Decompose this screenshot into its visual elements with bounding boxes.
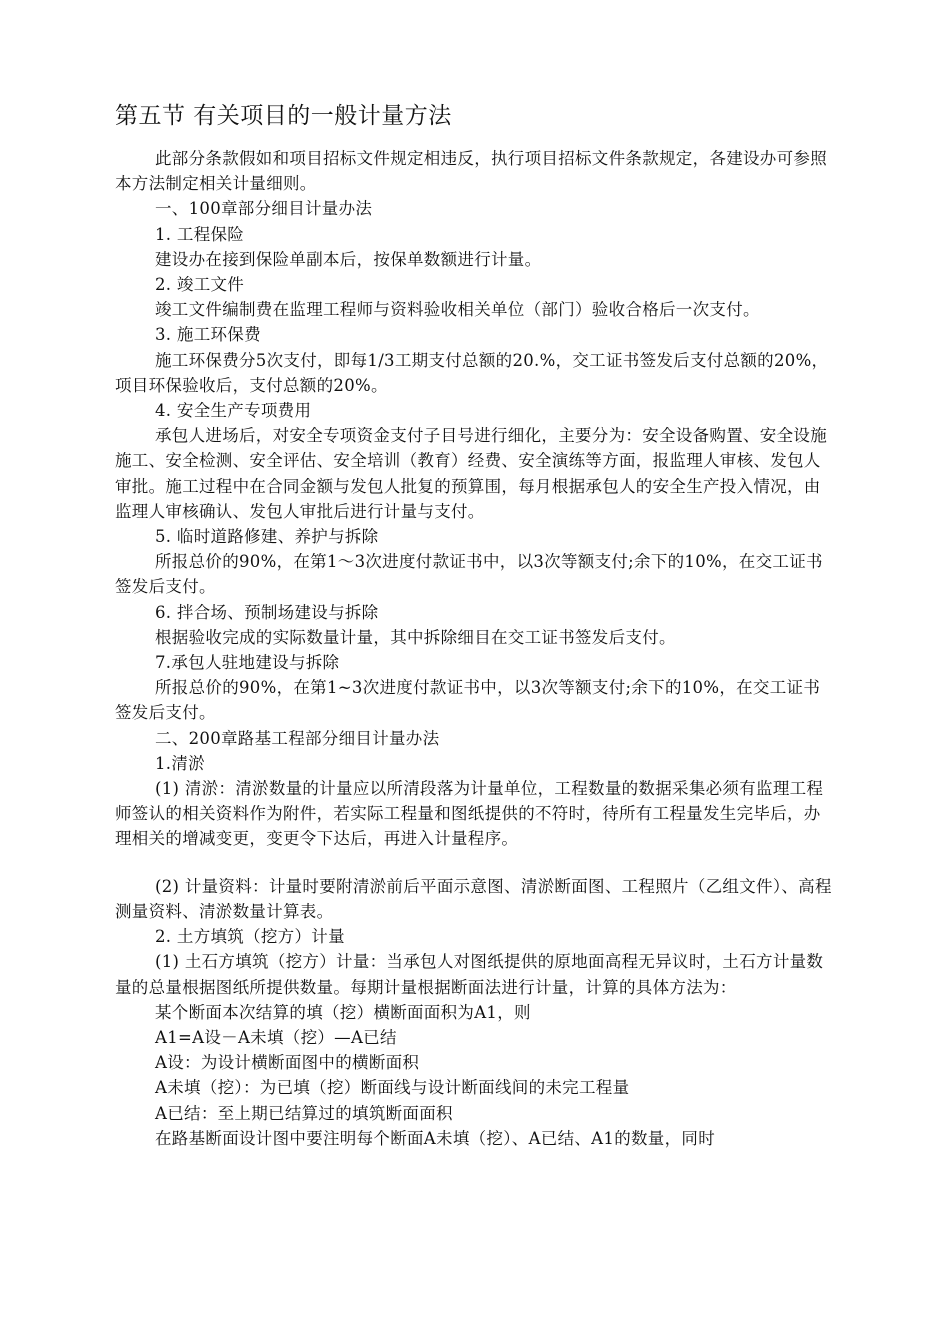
paragraph: 4. 安全生产专项费用 bbox=[155, 401, 312, 421]
paragraph: 3. 施工环保费 bbox=[155, 325, 261, 345]
paragraph: 所报总价的90%，在第1～3次进度付款证书中，以3次等额支付;余下的10%，在交工证书签发后支付。 bbox=[115, 552, 823, 597]
paragraph: 1. 工程保险 bbox=[155, 224, 245, 244]
paragraph: 所报总价的90%，在第1~3次进度付款证书中，以3次等额支付;余下的10%，在交工证书签发后支付。 bbox=[115, 678, 821, 723]
paragraph: 7.承包人驻地建设与拆除 bbox=[155, 653, 340, 673]
paragraph: 竣工文件编制费在监理工程师与资料验收相关单位（部门）验收合格后一次支付。 bbox=[155, 300, 760, 320]
document-body bbox=[115, 146, 835, 1151]
paragraph: (2) 计量资料：计量时要附清淤前后平面示意图、清淤断面图、工程照片（乙组文件）、高程测量资料、清淤数量计算表。 bbox=[115, 876, 832, 921]
paragraph: 6. 拌合场、预制场建设与拆除 bbox=[155, 602, 379, 622]
paragraph: 建设办在接到保险单副本后，按保单数额进行计量。 bbox=[155, 249, 542, 269]
paragraph-gap bbox=[115, 852, 835, 874]
paragraph: 1.清淤 bbox=[155, 753, 205, 773]
paragraph: 根据验收完成的实际数量计量，其中拆除细目在交工证书签发后支付。 bbox=[155, 627, 676, 647]
paragraph: 在路基断面设计图中要注明每个断面A未填（挖）、A已结、A1的数量，同时 bbox=[155, 1128, 715, 1148]
paragraph: 施工环保费分5次支付，即每1/3工期支付总额的20.%，交工证书签发后支付总额的20%，项目环保验收后，支付总额的20%。 bbox=[115, 350, 829, 395]
paragraph: 某个断面本次结算的填（挖）横断面面积为A1，则 bbox=[155, 1002, 531, 1022]
paragraph: 2. 竣工文件 bbox=[155, 275, 245, 295]
paragraph: A未填（挖）：为已填（挖）断面线与设计断面线间的未完工程量 bbox=[155, 1078, 630, 1098]
paragraph: 承包人进场后，对安全专项资金支付子目号进行细化，主要分为：安全设备购置、安全设施施工、安全检测、安全评估、安全培训（教育）经费、安全演练等方面，报监理人审核、发包人审批。施工过程中在合同金额与发包人批复的预算围，每月根据承包人的安全生产投入情况，由监理人审核确认、发包人审批后进行计量与支付。 bbox=[115, 426, 827, 521]
paragraph: 二、200章路基工程部分细目计量办法 bbox=[155, 728, 440, 748]
paragraph: A已结：至上期已结算过的填筑断面面积 bbox=[155, 1103, 453, 1123]
paragraph: 此部分条款假如和项目招标文件规定相违反，执行项目招标文件条款规定，各建设办可参照本方法制定相关计量细则。 bbox=[115, 149, 827, 194]
paragraph: 2. 土方填筑（挖方）计量 bbox=[155, 927, 345, 947]
paragraph: (1) 土石方填筑（挖方）计量：当承包人对图纸提供的原地面高程无异议时，土石方计量数量的总量根据图纸所提供数量。每期计量根据断面法进行计量，计算的具体方法为： bbox=[115, 952, 824, 997]
section-title: 第五节 有关项目的一般计量方法 bbox=[115, 103, 452, 129]
paragraph: 一、100章部分细目计量办法 bbox=[155, 199, 373, 219]
paragraph: (1) 清淤：清淤数量的计量应以所清段落为计量单位，工程数量的数据采集必须有监理工程师签认的相关资料作为附件，若实际工程量和图纸提供的不符时，待所有工程量发生完毕后，办理相关的增减变更，变更令下达后，再进入计量程序。 bbox=[115, 779, 824, 849]
document-page bbox=[115, 96, 835, 1151]
paragraph: A设：为设计横断面图中的横断面积 bbox=[155, 1053, 420, 1073]
paragraph: 5. 临时道路修建、养护与拆除 bbox=[155, 527, 379, 547]
paragraph: A1=A设－A未填（挖）—A已结 bbox=[155, 1027, 397, 1047]
